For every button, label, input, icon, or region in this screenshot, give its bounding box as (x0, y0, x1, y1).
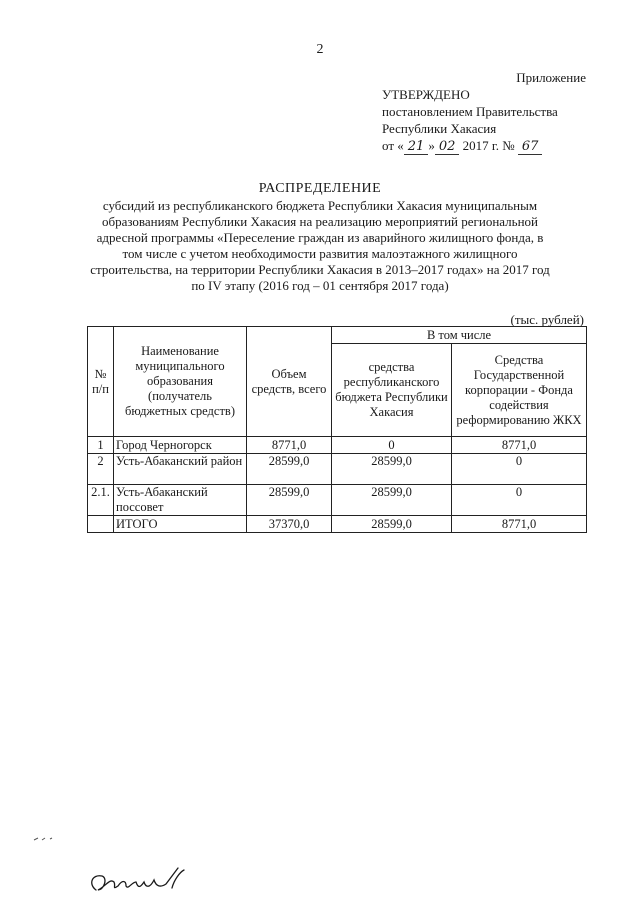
document-title: РАСПРЕДЕЛЕНИЕ (258, 181, 382, 196)
cell-republic: 28599,0 (332, 516, 452, 533)
cell-total: 37370,0 (247, 516, 332, 533)
date-mid: » (428, 138, 435, 153)
number-sign: № (498, 138, 518, 153)
cell-total: 28599,0 (247, 485, 332, 516)
subtitle-line: адресной программы «Переселение граждан из аварийного жилищного фонда, в (96, 230, 544, 245)
cell-fund: 8771,0 (452, 516, 587, 533)
header-name: Наименование муниципального образования (получатель бюджетных средств) (114, 327, 247, 437)
cell-num: 2 (88, 454, 114, 485)
approval-month: 02 (435, 139, 460, 155)
cell-republic: 28599,0 (332, 454, 452, 485)
cell-name: Город Черногорск (114, 437, 247, 454)
page-number: 2 (316, 42, 324, 57)
subtitle-line: по IV этапу (2016 год – 01 сентября 2017 года) (191, 278, 449, 293)
distribution-table (87, 326, 587, 533)
approval-number: 67 (518, 139, 543, 155)
cell-name: ИТОГО (114, 516, 247, 533)
table-row-total (88, 516, 587, 533)
units-label: (тыс. рублей) (510, 312, 584, 327)
cell-num (88, 516, 114, 533)
approval-year: 2017 г. (459, 138, 499, 153)
approval-line-1: постановлением Правительства (382, 104, 558, 119)
table-row (88, 454, 587, 485)
approval-date-line (382, 137, 558, 155)
header-total: Объем средств, всего (247, 327, 332, 437)
subtitle-line: субсидий из республиканского бюджета Республики Хакасия муниципальным (102, 198, 538, 213)
approval-line-2: Республики Хакасия (382, 121, 497, 136)
cell-total: 8771,0 (247, 437, 332, 454)
date-prefix: от « (382, 138, 404, 153)
cell-fund: 8771,0 (452, 437, 587, 454)
subtitle-line: том числе с учетом необходимости развития малоэтажного жилищного (122, 246, 518, 261)
approval-heading: УТВЕРЖДЕНО (382, 87, 470, 102)
cell-name: Усть-Абаканский район (114, 454, 247, 485)
cell-republic: 28599,0 (332, 485, 452, 516)
cell-fund: 0 (452, 454, 587, 485)
cell-republic: 0 (332, 437, 452, 454)
cell-num: 2.1. (88, 485, 114, 516)
table-row (88, 437, 587, 454)
document-subtitle (80, 198, 560, 294)
appendix-label: Приложение (516, 70, 586, 85)
header-fund: Средства Государственной корпорации - Фонда содействия реформированию ЖКХ (452, 344, 587, 437)
subtitle-line: образованиям Республики Хакасия на реализацию мероприятий региональной (101, 214, 538, 229)
approval-block (382, 86, 558, 155)
header-republic: средства республиканского бюджета Республики Хакасия (332, 344, 452, 437)
approval-day: 21 (404, 139, 429, 155)
cell-total: 28599,0 (247, 454, 332, 485)
cell-fund: 0 (452, 485, 587, 516)
header-including: В том числе (332, 327, 587, 344)
cell-num: 1 (88, 437, 114, 454)
header-num: № п/п (88, 327, 114, 437)
handwritten-signature (82, 860, 202, 900)
table-row (88, 485, 587, 516)
margin-mark (32, 832, 72, 846)
subtitle-line: строительства, на территории Республики Хакасия в 2013–2017 годах» на 2017 год (90, 262, 550, 277)
cell-name: Усть-Абаканский поссовет (114, 485, 247, 516)
